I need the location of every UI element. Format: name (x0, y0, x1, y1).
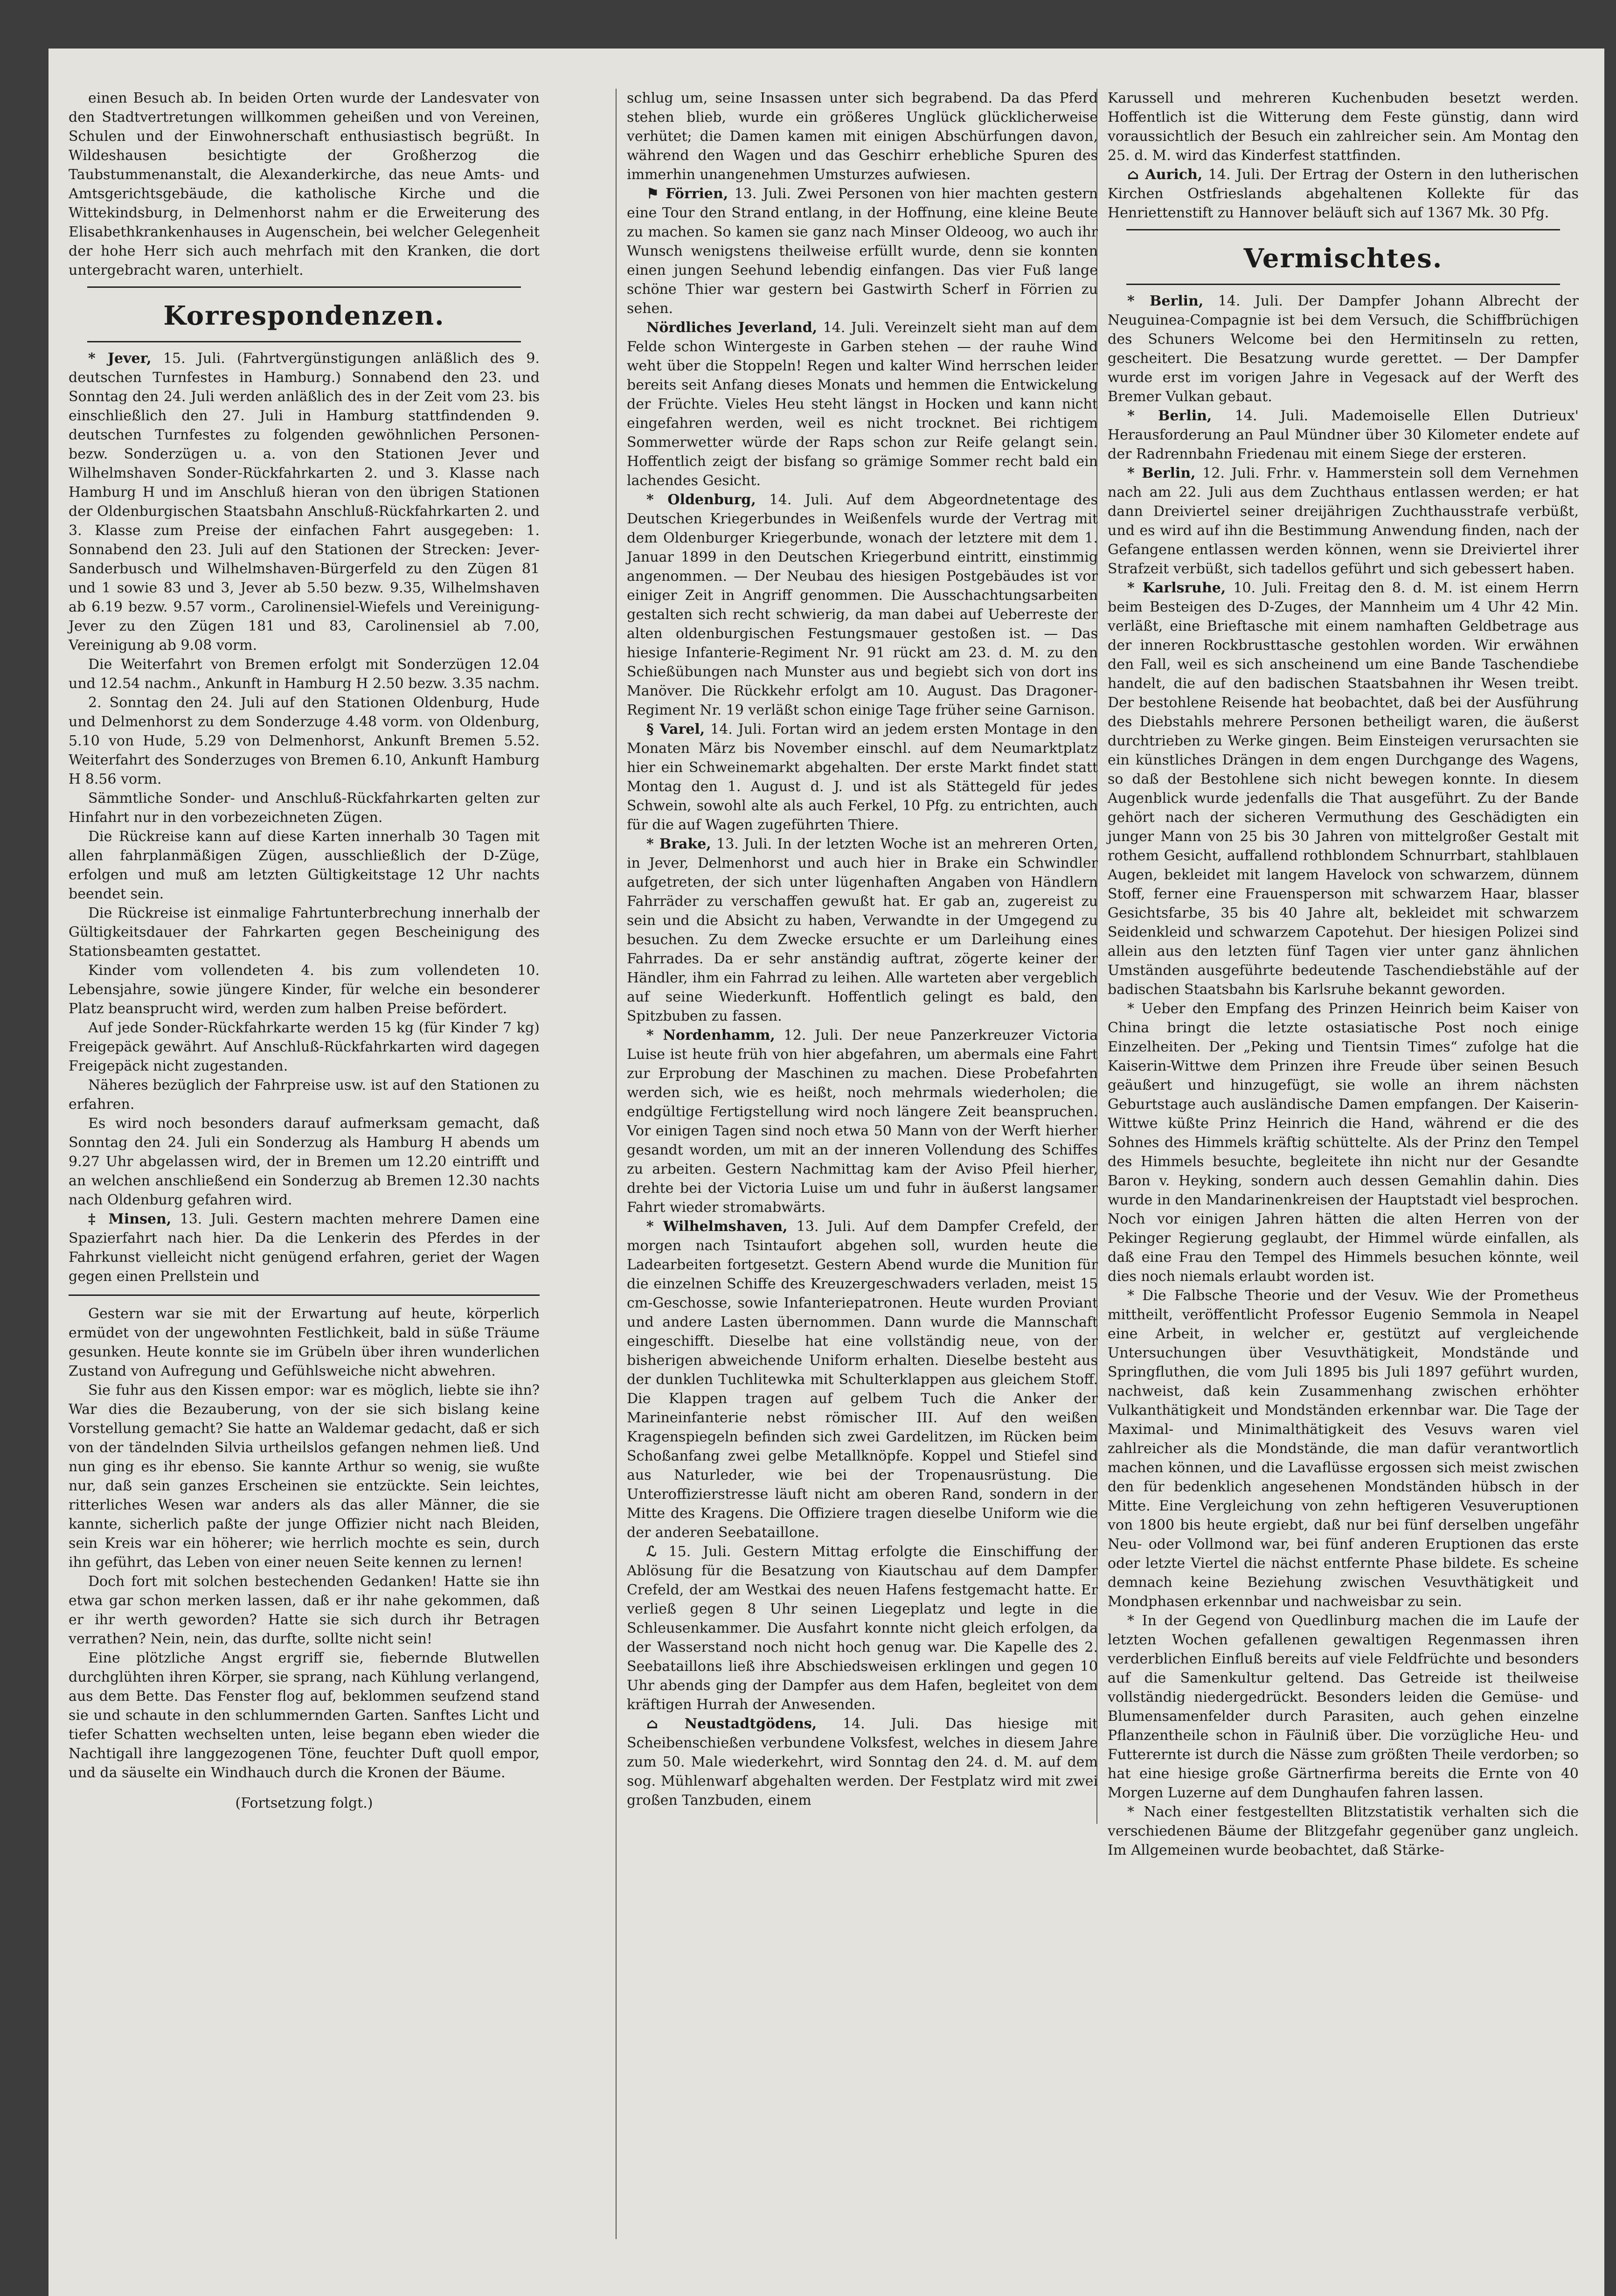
article-text: Kinder vom vollendeten 4. bis zum vollendeten 10. Lebensjahre, sowie jüngere Kinder, für welche ein besonderer Platz beansprucht wird, werden zum halben Preise befördert. (69, 962, 540, 1017)
article-text: Karussell und mehreren Kuchenbuden besetzt werden. Hoffentlich ist die Witterung dem Feste günstig, dann wird voraussichtlich der Besuch ein zahlreicher sein. Am Montag den 25. d. M. wird das Kinderfest stattfinden. (1108, 90, 1579, 164)
dateline: * Wilhelmshaven, (646, 1218, 788, 1235)
column-2 (627, 89, 1098, 1810)
article-text: Sämmtliche Sonder- und Anschluß-Rückfahrkarten gelten zur Hinfahrt nur in den vorbezeichneten Zügen. (69, 790, 540, 826)
article-text: 14. Juli. Das hiesige mit Scheibenschießen verbundene Volksfest, welches in diesem Jahre zum 50. Male wiederkehrt, wird Sonntag den 24. d. M. auf dem sog. Mühlenwarf abgehalten werden. Der Festplatz wird mit zwei großen Tanzbuden, einem (627, 1716, 1098, 1809)
dateline: § Varel, (646, 721, 705, 738)
article-minsen (69, 1210, 540, 1286)
article-brake (627, 835, 1098, 1026)
article-prinz-heinrich: * Ueber den Empfang des Prinzen Heinrich beim Kaiser von China bringt die letzte ostasiatische Post noch einige Einzelheiten. Der „Peking und Tientsin Times“ zufolge hat die Kaiserin-Wittwe dem Prinzen ihre Freude über seinen Besuch geäußert und hinzugefügt, sie wolle an ihrem nächsten Geburtstage auch ausländische Damen empfangen. Der Kaiserin-Wittwe küßte Prinz Heinrich die Hand, während er die des Sohnes des Himmels kräftig schüttelte. Als der Prinz den Tempel des Himmels besuchte, begleitete ihn nicht nur der Gesandte Baron v. Heyking, sondern auch dessen Gemahlin dahin. Dies wurde in den Mandarinenkreisen der Hauptstadt viel besprochen. Noch vor einigen Jahren hätten die alten Herren von der Pekinger Regierung geglaubt, der Himmel würde einfallen, als daß eine Frau den Tempel des Himmels besuchen könnte, weil dies noch niemals erlaubt worden ist. (1108, 1001, 1579, 1285)
article-kiautschau (627, 1542, 1098, 1714)
story-text: Doch fort mit solchen bestechenden Gedanken! Hatte sie ihn etwa gar schon merken lassen, daß er ihr nahe gekommen, daß er ihr werth geworden? Hatte sie sich durch ihr Betragen verrathen? Nein, nein, das durfte, sollte nicht sein! (69, 1573, 540, 1647)
story-text: Eine plötzliche Angst ergriff sie, fiebernde Blutwellen durchglühten ihren Körper, sie sprang, nach Kühlung verlangend, aus dem Bette. Das Fenster flog auf, beklommen seufzend stand sie und schaute in den schlummernden Garten. Sanftes Licht und tiefer Schatten wechselten unten, leise begann eben wieder die Nachtigall ihre langgezogenen Töne, feuchter Duft quoll empor, und da säuselte ein Windhauch durch die Kronen der Bäume. (69, 1650, 540, 1781)
article-karlsruhe (1108, 578, 1579, 999)
column-1 (69, 89, 540, 1813)
article-text: 14. Juli. Der Dampfer Johann Albrecht der Neuguinea-Compagnie ist bei dem Versuch, die Schiffbrüchigen des Schuners Welcome bei den Hermitinseln zu retten, gescheitert. Die Besatzung wurde gerettet. — Der Dampfer wurde erst im vorigen Jahre in Vegesack auf der Werft des Bremer Vulkan gebaut. (1108, 293, 1579, 405)
article-quedlinburg: * In der Gegend von Quedlinburg machen die im Laufe der letzten Wochen gefallenen gewaltigen Regenmassen ihren verderblichen Einfluß bereits auf viele Feldfrüchte und besonders auf die Samenkultur geltend. Das Getreide ist theilweise vollständig niedergedrückt. Besonders leiden die Gemüse- und Blumensamenfelder durch Parasiten, auch gehen einzelne Pflanzentheile schon in Fäulniß über. Die vorzügliche Heu- und Futterernte ist durch die Nässe zum größten Theile verdorben; so hat eine hiesige große Gärtnerfirma bereits die Ernte von 40 Morgen Luzerne auf dem Dunghaufen fahren lassen. (1108, 1613, 1579, 1801)
dateline: * Nordenhamm, (646, 1027, 775, 1044)
article-text: 14. Juli. Fortan wird an jedem ersten Montage in den Monaten März bis November einschl. auf dem Neumarktplatz hier ein Schweinemarkt abgehalten. Der erste Markt findet statt Montag den 1. August d. J. und ist als Stättegeld für jedes Schwein, sowohl alte als auch Ferkel, 10 Pfg. zu entrichten, auch für die auf Wagen zugeführten Thiere. (627, 721, 1098, 833)
article-text: 10. Juli. Freitag den 8. d. M. ist einem Herrn beim Besteigen des D-Zuges, der Mannheim um 4 Uhr 42 Min. verläßt, eine Brieftasche mit einem namhaften Geldbetrage aus der inneren Rockbrusttasche gestohlen worden. Wir erwähnen den Fall, weil es sich anscheinend um eine Bande Taschendiebe handelt, die auf den badischen Staatsbahnen ihr Wesen treibt. Der bestohlene Reisende hat beobachtet, daß bei der Ausführung des Diebstahls mehrere Personen betheiligt waren, die äußerst durchtrieben zu Werke gingen. Beim Einsteigen verursachten sie ein künstliches Drängen in dem engen Durchgange des Wagens, so daß der Bestohlene sich nicht bewegen konnte. In diesem Augenblick wurde jedenfalls die That ausgeführt. Zu der Bande gehört nach der sicheren Vermuthung des Geschädigten ein junger Mann von 25 bis 30 Jahren von mittelgroßer Gestalt mit rothem Gesicht, auffallend rothblondem Schnurrbart, stahlblauen Augen, bekleidet mit langem Havelock von schwarzem, dünnem Stoff, ferner eine Frauensperson mit schwarzem Haar, blasser Gesichtsfarbe, 35 bis 40 Jahre alt, bekleidet mit schwarzem Seidenkleid und schwarzem Capotehut. Der hiesigen Polizei sind allein aus den letzten fünf Tagen vier unter ganz ähnlichen Umständen ausgeführte bedeutende Taschendiebstähle auf der badischen Staatsbahn bis Karlsruhe bekannt geworden. (1108, 580, 1579, 998)
section-rule (87, 341, 521, 342)
article-falb-vesuv: * Die Falbsche Theorie und der Vesuv. Wie der Prometheus mittheilt, veröffentlicht Professor Eugenio Semmola in Neapel eine Arbeit, in welcher er, gestützt auf vergleichende Untersuchungen über Vesuvthätigkeit, Mondstände und Springfluthen, die vom Juli 1895 bis Juli 1897 geführt wurden, nachweist, daß kein Zusammenhang zwischen erhöhter Vulkanthätigkeit und Mondständen erkennbar war. Die Tage der Maximal- und Minimalthätigkeit des Vesuvs waren viel zahlreicher als die Mondstände, die man dafür verantwortlich machen können, und die Lavaflüsse ergossen sich meist zwischen den für bedenklich angesehenen Mondständen hübsch in der Mitte. Eine Vergleichung von zehn heftigeren Vesuveruptionen von 1800 bis heute ergiebt, daß nur bei fünf derselben ungefähr Neu- oder Vollmond war, bei fünf anderen Eruptionen das erste oder letzte Viertel die nächst entfernte Phase bildete. Es scheine demnach keine Beziehung zwischen Vesuvthätigkeit und Mondphasen erkennbar und nachweisbar zu sein. (1108, 1287, 1579, 1610)
article-aurich (1108, 165, 1579, 223)
article-text: Die Rückreise kann auf diese Karten innerhalb 30 Tagen mit allen fahrplanmäßigen Zügen, ausschließlich der D-Züge, erfolgen und muß am letzten Gültigkeitstage 12 Uhr nachts beendet sein. (69, 828, 540, 902)
section-rule (87, 286, 521, 288)
dateline: Nördliches Jeverland, (646, 320, 818, 336)
article-varel (627, 720, 1098, 835)
article-nordenhamm (627, 1026, 1098, 1217)
dateline: ℒ (646, 1544, 657, 1560)
article-text: 14. Juli. Vereinzelt sieht man auf dem Felde schon Wintergeste in Garben stehen — der rauhe Wind weht über die Stoppeln! Regen und kalter Wind herrschen leider bereits seit Anfang dieses Monats und hemmen die Entwickelung der Früchte. Vieles Heu steht längst in Hocken und kann nicht eingefahren werden, weil es nicht trocknet. Bei richtigem Sommerwetter würde der Raps schon zur Reife gelangt sein. Hoffentlich zeigt der bisfang so grämige Sommer recht bald ein lachendes Gesicht. (627, 320, 1098, 489)
dateline: * Jever, (88, 350, 152, 367)
dateline: * Berlin, (1127, 465, 1196, 481)
article-berlin (1108, 292, 1579, 406)
dateline: * Berlin, (1127, 293, 1204, 309)
article-text: 13. Juli. Zwei Personen von hier machten gestern eine Tour den Strand entlang, in der Hoffnung, eine kleine Beute zu machen. So kamen sie ganz nach Minser Oldeoog, wo auch ihr Wunsch wenigstens theilweise erfüllt wurde, denn sie konnten einen jungen Seehund lebendig einfangen. Das vier Fuß lange schöne Thier war gestern bei Gastwirth Scherf in Förrien zu sehen. (627, 186, 1098, 317)
article-text: 14. Juli. Der Ertrag der Ostern in den lutherischen Kirchen Ostfrieslands abgehaltenen Kollekte für das Henriettenstift zu Hannover beläuft sich auf 1367 Mk. 30 Pfg. (1108, 167, 1579, 221)
article-text: 14. Juli. Mademoiselle Ellen Dutrieux' Herausforderung an Paul Mündner über 30 Kilometer endete auf der Radrennbahn Friedenau mit einem Siege der ersteren. (1108, 408, 1579, 462)
dateline: ⌂ Neustadtgödens, (646, 1716, 817, 1732)
article-text: Auf jede Sonder-Rückfahrkarte werden 15 kg (für Kinder 7 kg) Freigepäck gewährt. Auf Anschluß-Rückfahrkarten wird dagegen Freigepäck nicht zugestanden. (69, 1020, 540, 1074)
article-text: 15. Juli. (Fahrtvergünstigungen anläßlich des 9. deutschen Turnfestes in Hamburg.) Sonnabend den 23. und Sonntag den 24. Juli werden anläßlich des in der Zeit vom 23. bis einschließlich den 27. Juli in Hamburg stattfindenden 9. deutschen Turnfestes zu folgenden gewöhnlichen Personen- bezw. Sonderzügen u. a. von den Stationen Jever und Wilhelmshaven Sonder-Rückfahrkarten 2. und 3. Klasse nach Hamburg H und im Anschluß hieran von den übrigen Stationen der Oldenburgischen Staatsbahn Anschluß-Rückfahrkarten 2. und 3. Klasse zum Preise der einfachen Fahrt ausgegeben: 1. Sonnabend den 23. Juli auf den Stationen der Strecken: Jever-Sanderbusch und Wilhelmshaven-Bürgerfeld zu den Zügen 81 und 1 sowie 83 und 3, Jever ab 5.50 bezw. 9.35, Wilhelmshaven ab 6.19 bezw. 9.57 vorm., Carolinensiel-Wiefels und Vereinigung-Jever zu den Zügen 181 und 83, Carolinensiel ab 7.00, Vereinigung ab 9.08 vorm. (69, 350, 540, 654)
article-text: 13. Juli. In der letzten Woche ist an mehreren Orten, in Jever, Delmenhorst und auch hier in Brake ein Schwindler aufgetreten, der sich unter lügenhaften Angaben von Händlern Fahrräder zu verschaffen gewußt hat. Er gab an, zugereist zu sein und die Absicht zu haben, Verwandte in der Umgegend zu besuchen. Zu dem Zwecke ersuchte er um Darleihung eines Fahrrades. Da er sehr anständig auftrat, zögerte keiner der Händler, ihm ein Fahrrad zu leihen. Alle warteten aber vergeblich auf seine Wiederkunft. Hoffentlich gelingt es bald, den Spitzbuben zu fassen. (627, 836, 1098, 1024)
dateline: ⌂ Aurich, (1127, 167, 1203, 183)
article-text: Die Weiterfahrt von Bremen erfolgt mit Sonderzügen 12.04 und 12.54 nachm., Ankunft in Hamburg H 2.50 bezw. 3.35 nachm. (69, 656, 540, 692)
article-jever (69, 349, 540, 655)
section-rule (1126, 229, 1560, 230)
dateline: ⚑ Förrien, (646, 186, 728, 202)
article-text: Näheres bezüglich der Fahrpreise usw. ist auf den Stationen zu erfahren. (69, 1077, 540, 1113)
section-rule (1126, 284, 1560, 285)
article-text: einen Besuch ab. In beiden Orten wurde der Landesvater von den Stadtvertretungen willkommen geheißen und von Vereinen, Schulen und der Einwohnerschaft enthusiastisch begrüßt. In Wildeshausen besichtigte der Großherzog die Taubstummenanstalt, die Alexanderkirche, das neue Amts- und Amtsgerichtsgebäude, die katholische Kirche und die Wittekindsburg, in Delmenhorst nahm er die Erweiterung des Elisabethkrankenhauses in Augenschein, bei welcher Gelegenheit der hohe Herr sich auch mehrfach mit den Kranken, die dort untergebracht waren, unterhielt. (69, 90, 540, 278)
article-forrien (627, 184, 1098, 318)
article-text: 12. Juli. Frhr. v. Hammerstein soll dem Vernehmen nach am 22. Juli aus dem Zuchthaus entlassen werden; er hat dann Dreiviertel seiner dreijährigen Zuchthausstrafe verbüßt, und es wird auf ihn die Bestimmung Anwendung finden, nach der Gefangene entlassen werden können, wenn sie Dreiviertel ihrer Strafzeit verbüßt, sich tadellos geführt und sich gebessert haben. (1108, 465, 1579, 577)
article-text: 2. Sonntag den 24. Juli auf den Stationen Oldenburg, Hude und Delmenhorst zu dem Sonderzuge 4.48 vorm. von Oldenburg, 5.10 von Hude, 5.29 von Delmenhorst, Ankunft Bremen 5.52. Weiterfahrt des Sonderzuges von Bremen 6.10, Ankunft Hamburg H 8.56 vorm. (69, 695, 540, 787)
story-text: Sie fuhr aus den Kissen empor: war es möglich, liebte sie ihn? War dies die Bezauberung, von der sie sich bislang keine Vorstellung gemacht? Sie hatte an Waldemar gedacht, daß er sich von der tändelnden Silvia urtheilslos gefangen nehmen ließ. Und nun ging es ihr ebenso. Sie kannte Arthur so wenig, sie wußte nur, daß sein ganzes Erscheinen sie entzückte. Sein leichtes, ritterliches Wesen war anders als das aller Männer, die sie kannte, sicherlich paßte der junge Offizier nicht nach Bleiden, sein Kreis war ein höherer; wie herrlich mochte es sein, durch ihn geführt, das Leben von einer neuen Seite kennen zu lernen! (69, 1382, 540, 1571)
story-text: Gestern war sie mit der Erwartung auf heute, körperlich ermüdet von der ungewohnten Festlichkeit, bald in süße Träume gesunken. Heute konnte sie im Grübeln über ihren wunderlichen Zustand von Aufregung und Gefühlsweiche nicht abwehren. (69, 1306, 540, 1379)
section-heading: Vermischtes. (1243, 243, 1443, 274)
section-heading: Korrespondenzen. (163, 300, 445, 331)
article-blitzgefahr: * Nach einer festgestellten Blitzstatistik verhalten sich die verschiedenen Bäume der Blitzgefahr gegenüber ganz ungleich. Im Allgemeinen wurde beobachtet, daß Stärke- (1108, 1804, 1579, 1858)
article-text: 13. Juli. Auf dem Dampfer Crefeld, der morgen nach Tsintaufort abgehen soll, wurden heute die Ladearbeiten fortgesetzt. Gestern Abend wurde die Munition für die einzelnen Schiffe des Kreuzergeschwaders verladen, meist 15 cm-Geschosse, sowie Infanteriepatronen. Heute wurden Proviant und andere Lasten übernommen. Dann wurde die Mannschaft eingeschifft. Dieselbe hat eine vollständig neue, von der bisherigen abweichende Uniform erhalten. Dieselbe besteht aus der dunklen Tuchlitewka mit Schulterklappen aus gleichem Stoff. Die Klappen tragen auf gelbem Tuch die Anker der Marineinfanterie nebst römischer III. Auf den weißen Kragenspiegeln befinden sich zwei Gardelitzen, im Rücken beim Schoßanfang zwei gelbe Metallknöpfe. Koppel und Stiefel sind aus Naturleder, wie bei der Tropenausrüstung. Die Unteroffizierstresse läuft nicht am oberen Rand, sondern in der Mitte des Kragens. Die Offiziere tragen dieselbe Uniform wie die der anderen Seebataillone. (627, 1218, 1098, 1541)
article-text: 15. Juli. Gestern Mittag erfolgte die Einschiffung der Ablösung für die Besatzung von Kiautschau auf dem Dampfer Crefeld, der am Westkai des neuen Hafens festgemacht hatte. Er verließ gegen 8 Uhr seinen Liegeplatz und legte in die Schleusenkammer. Die Ausfahrt konnte nicht gleich erfolgen, da der Wasserstand noch nicht hoch genug war. Die Kapelle des 2. Seebataillons ließ ihre Abschiedsweisen erklingen und gegen 10 Uhr abends ging der Dampfer aus dem Hafen, begleitet von dem kräftigen Hurrah der Anwesenden. (627, 1544, 1098, 1713)
article-jeverland (627, 318, 1098, 490)
feuilleton-rule (69, 1294, 540, 1296)
article-berlin (1108, 406, 1579, 464)
article-text: 12. Juli. Der neue Panzerkreuzer Victoria Luise ist heute früh von hier abgefahren, um abermals eine Fahrt zur Erprobung der Maschinen zu machen. Diese Probefahrten werden sich, wie es heißt, noch mehrmals wiederholen; die endgültige Fertigstellung wird noch längere Zeit beanspruchen. Vor einigen Tagen sind noch etwa 50 Mann von der Werft hierher gesandt worden, um mit an der inneren Vollendung des Schiffes zu arbeiten. Gestern Nachmittag kam der Aviso Pfeil hierher, drehte bei der Victoria Luise um und fuhr in äußerst langsamer Fahrt wieder stromabwärts. (627, 1027, 1098, 1216)
article-text: Es wird noch besonders darauf aufmerksam gemacht, daß Sonntag den 24. Juli ein Sonderzug als Hamburg H abends um 9.27 Uhr abgelassen wird, der in Bremen um 12.20 eintrifft und an welchen anschließend ein Sonderzug ab Bremen 12.30 nachts nach Oldenburg gefahren wird. (69, 1115, 540, 1208)
article-neustadtgoedens (627, 1714, 1098, 1810)
column-divider (616, 89, 617, 2239)
article-berlin (1108, 464, 1579, 578)
article-text: Die Rückreise ist einmalige Fahrtunterbrechung innerhalb der Gültigkeitsdauer der Fahrkarten gegen Bescheinigung des Stationsbeamten gestattet. (69, 905, 540, 960)
dateline: * Karlsruhe, (1127, 580, 1226, 596)
article-wilhelmshaven (627, 1217, 1098, 1542)
dateline: * Brake, (646, 836, 711, 852)
dateline: * Berlin, (1127, 408, 1212, 424)
column-3 (1108, 89, 1579, 1860)
dateline: * Oldenburg, (646, 492, 756, 508)
article-text: 14. Juli. Auf dem Abgeordnetentage des Deutschen Kriegerbundes in Weißenfels wurde der Vertrag mit dem Oldenburger Kriegerbunde, wonach der letztere mit dem 1. Januar 1899 in den Deutschen Kriegerbund eintritt, einstimmig angenommen. — Der Neubau des hiesigen Postgebäudes ist vor einiger Zeit in Angriff genommen. Die Ausschachtungsarbeiten gestalten sich recht schwierig, da man dabei auf Ueberreste der alten oldenburgischen Festungsmauer gestoßen ist. — Das hiesige Infanterie-Regiment Nr. 91 rückt am 23. d. M. zu den Schießübungen nach Munster aus und begiebt sich von dort ins Manöver. Die Rückkehr erfolgt am 10. August. Das Dragoner-Regiment Nr. 19 verläßt schon einige Tage früher seine Garnison. (627, 492, 1098, 718)
dateline: ‡ Minsen, (88, 1211, 172, 1227)
continuation-note: (Fortsetzung folgt.) (235, 1795, 373, 1811)
article-text: schlug um, seine Insassen unter sich begrabend. Da das Pferd stehen blieb, wurde ein größeres Unglück glücklicherweise verhütet; die Damen kamen mit einigen Abschürfungen davon, während den Wagen und das Geschirr erhebliche Spuren des immerhin unangenehmen Umsturzes aufwiesen. (627, 90, 1098, 183)
article-text: 13. Juli. Gestern machten mehrere Damen eine Spazierfahrt nach hier. Da die Lenkerin des Pferdes in der Fahrkunst vielleicht nicht genügend erfahren, geriet der Wagen gegen einen Prellstein und (69, 1211, 540, 1285)
article-oldenburg (627, 490, 1098, 720)
